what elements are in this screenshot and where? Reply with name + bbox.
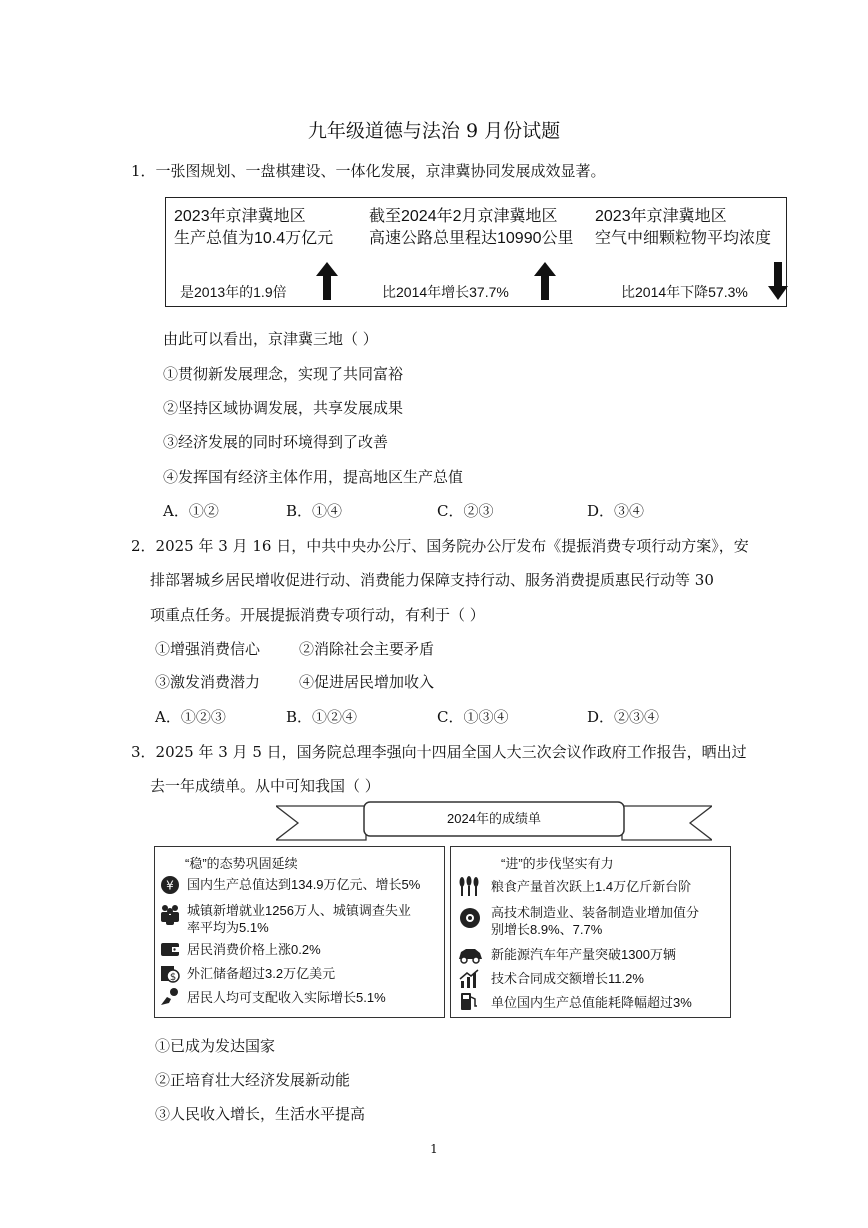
q2-choice-a[interactable]: A．①②③: [155, 708, 226, 726]
q1-box-col3-bottom: 比2014年下降57.3%: [621, 284, 748, 300]
stability-item-1: 国内生产总值达到134.9万亿元、增长5%: [187, 877, 421, 892]
progress-item-5: 单位国内生产总值能耗降幅超过3%: [491, 995, 692, 1010]
hand-coin-icon: [160, 987, 180, 1007]
fuel-pump-icon: [459, 991, 479, 1011]
stability-item-2-line2: 率平均为5.1%: [187, 920, 269, 935]
progress-panel-title: “进”的步伐坚实有力: [501, 856, 614, 871]
q2-stem-line2: 排部署城乡居民增收促进行动、消费能力保障支持行动、服务消费提质惠民行动等 30: [150, 571, 714, 589]
progress-item-2-line1: 高技术制造业、装备制造业增加值分: [491, 905, 700, 920]
svg-text:¥: ¥: [166, 878, 174, 893]
q1-option-4: ④发挥国有经济主体作用，提高地区生产总值: [163, 468, 464, 486]
progress-panel: [450, 846, 731, 1018]
q2-stem-line3: 项重点任务。开展提振消费专项行动，有利于（ ）: [150, 606, 485, 624]
q3-stem-line2: 去一年成绩单。从中可知我国（ ）: [150, 777, 380, 795]
q1-box-col3-line1: 2023年京津冀地区: [595, 208, 727, 225]
q1-option-1: ①贯彻新发展理念，实现了共同富裕: [163, 365, 404, 383]
q1-data-box: [165, 197, 787, 307]
arrow-down-icon: [768, 262, 788, 300]
q1-choice-b[interactable]: B．①④: [286, 502, 343, 520]
q1-box-col1-bottom: 是2013年的1.9倍: [180, 284, 287, 300]
stability-panel-title: “稳”的态势巩固延续: [185, 856, 298, 871]
svg-text:$: $: [169, 972, 177, 983]
coins-icon: [160, 875, 180, 895]
arrow-up-icon: [534, 262, 556, 300]
q2-option-2: ②消除社会主要矛盾: [299, 640, 435, 658]
car-icon: [457, 945, 483, 965]
q1-option-3: ③经济发展的同时环境得到了改善: [163, 433, 389, 451]
q1-stem: 1．一张图规划、一盘棋建设、一体化发展，京津冀协同发展成效显著。: [131, 162, 606, 180]
q1-box-col2-line1: 截至2024年2月京津冀地区: [369, 208, 558, 225]
q2-choice-c[interactable]: C．①③④: [437, 708, 509, 726]
stability-item-2: [187, 902, 411, 936]
stability-item-2-line1: 城镇新增就业1256万人、城镇调查失业: [187, 903, 411, 918]
q1-box-col1: [174, 206, 333, 250]
q2-choice-d[interactable]: D．②③④: [587, 708, 660, 726]
progress-item-3: 新能源汽车年产量突破1300万辆: [491, 947, 676, 962]
q3-stem-line1: 3．2025 年 3 月 5 日，国务院总理李强向十四届全国人大三次会议作政府工作报告，晒出过: [131, 743, 747, 761]
q1-lead: 由此可以看出，京津冀三地（ ）: [163, 330, 378, 348]
page-title: 九年级道德与法治 9 月份试题: [307, 120, 561, 142]
q1-box-col1-line1: 2023年京津冀地区: [174, 208, 306, 225]
q2-option-1: ①增强消费信心: [155, 640, 261, 658]
q1-choice-c[interactable]: C．②③: [437, 502, 494, 520]
progress-item-2: [491, 904, 699, 938]
stability-item-3: 居民消费价格上涨0.2%: [187, 942, 321, 957]
q1-box-col2-line2: 高速公路总里程达10990公里: [369, 230, 574, 247]
q2-option-4: ④促进居民增加收入: [299, 673, 435, 691]
q1-box-col2-bottom: 比2014年增长37.7%: [382, 284, 509, 300]
growth-chart-icon: [459, 969, 479, 989]
report-banner-title: 2024年的成绩单: [447, 811, 541, 826]
q1-box-col2: [369, 206, 574, 250]
q1-box-col1-line2: 生产总值为10.4万亿元: [174, 230, 334, 247]
dollar-bag-icon: [160, 963, 180, 983]
q1-box-col3-line2: 空气中细颗粒物平均浓度: [595, 230, 772, 247]
q1-choice-a[interactable]: A．①②: [163, 502, 219, 520]
progress-item-4: 技术合同成交额增长11.2%: [491, 971, 644, 986]
gear-icon: [459, 907, 481, 929]
arrow-up-icon: [316, 262, 338, 300]
stability-panel: [154, 846, 445, 1018]
stability-item-4: 外汇储备超过3.2万亿美元: [187, 966, 336, 981]
q1-option-2: ②坚持区域协调发展，共享发展成果: [163, 399, 404, 417]
q3-option-2: ②正培育壮大经济发展新动能: [155, 1071, 351, 1089]
progress-item-2-line2: 别增长8.9%、7.7%: [491, 922, 603, 937]
q2-choice-b[interactable]: B．①②④: [286, 708, 358, 726]
people-icon: [159, 903, 181, 925]
q3-option-3: ③人民收入增长，生活水平提高: [155, 1105, 366, 1123]
q1-box-col3: [595, 206, 771, 250]
q2-option-3: ③激发消费潜力: [155, 673, 261, 691]
q1-choice-d[interactable]: D．③④: [587, 502, 645, 520]
stability-item-5: 居民人均可支配收入实际增长5.1%: [187, 990, 386, 1005]
q3-option-1: ①已成为发达国家: [155, 1037, 276, 1055]
wallet-icon: [160, 939, 180, 959]
q2-stem-line1: 2．2025 年 3 月 16 日，中共中央办公厅、国务院办公厅发布《提振消费专项行动方案》，安: [131, 537, 749, 555]
wheat-icon: [457, 876, 481, 896]
page-number: 1: [430, 1142, 438, 1156]
progress-item-1: 粮食产量首次跃上1.4万亿斤新台阶: [491, 879, 692, 894]
